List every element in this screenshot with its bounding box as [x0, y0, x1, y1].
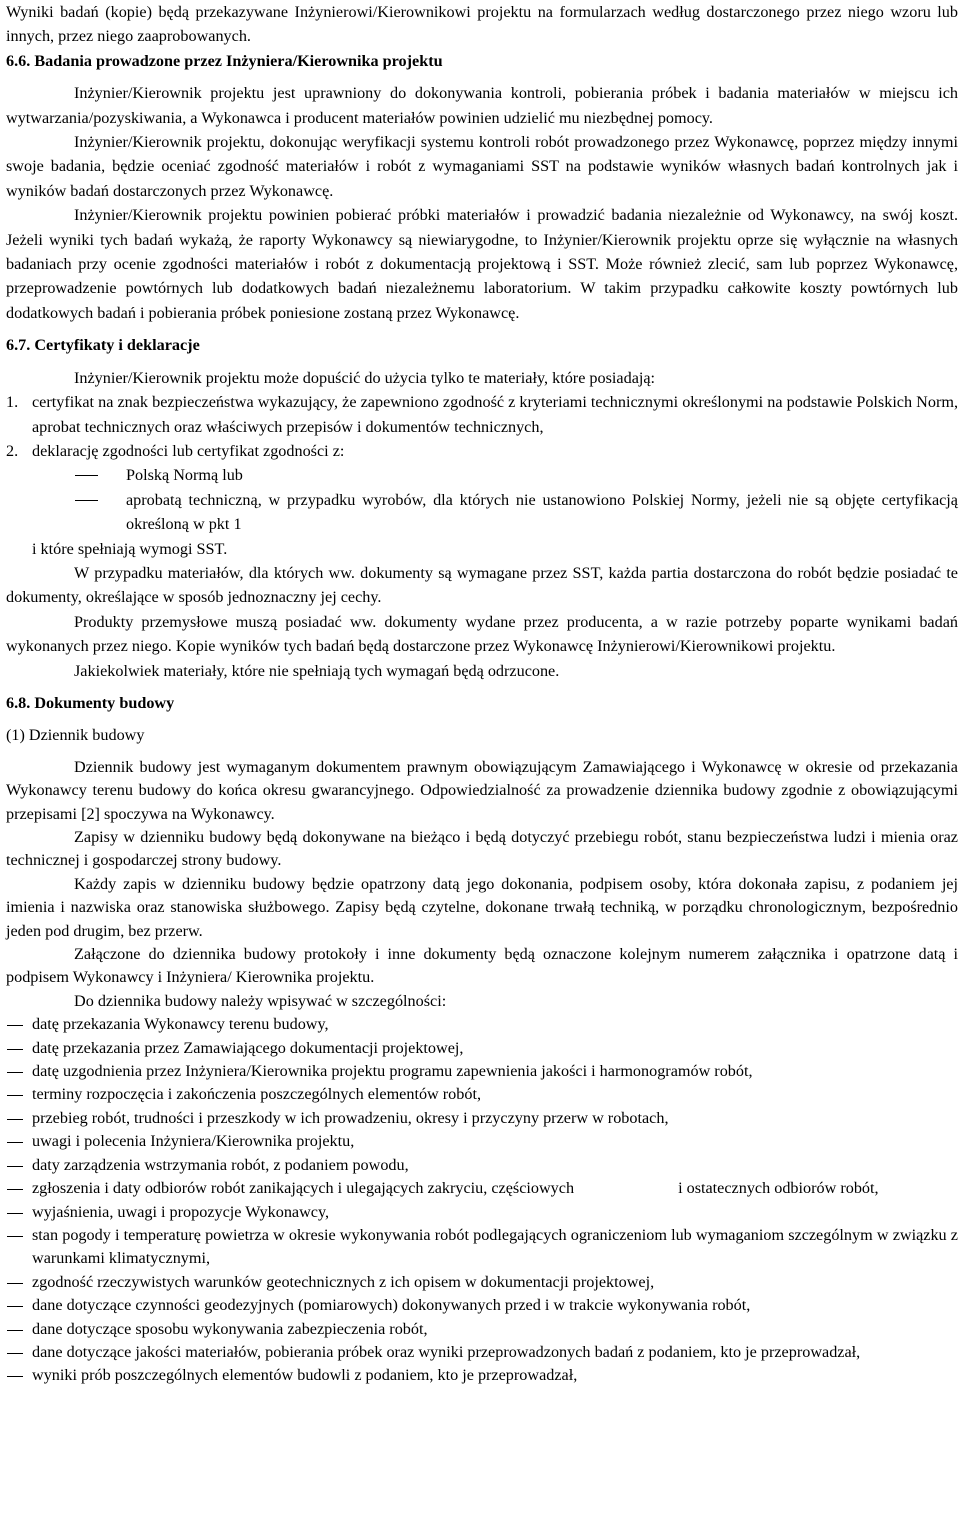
dash-bullet: [6, 1107, 32, 1130]
list-item-text: dane dotyczące czynności geodezyjnych (pomiarowych) dokonywanych przed i w trakcie wykonywania robót,: [32, 1296, 751, 1315]
paragraph: i które spełniają wymogi SST.: [32, 539, 228, 558]
dash-bullet: [6, 1224, 32, 1271]
list-item: [6, 390, 958, 439]
list-item: [6, 1201, 958, 1224]
paragraph: W przypadku materiałów, dla których ww. dokumenty są wymagane przez SST, każda partia dostarczona do robót będzie posiadać te dokumenty, określające w sposób jednoznaczny jej cechy.: [6, 563, 958, 607]
list-item: [6, 1364, 958, 1387]
section-heading-6-6: 6.6. Badania prowadzone przez Inżyniera/Kierownika projektu: [6, 51, 443, 70]
list-item: [75, 488, 958, 537]
list-item: [6, 1341, 958, 1364]
paragraph: Załączone do dziennika budowy protokoły i inne dokumenty będą oznaczone kolejnym numerem załącznika i opatrzone datą i podpisem Wykonawcy i Inżyniera/ Kierownika projektu.: [6, 945, 958, 987]
list-item: [6, 1154, 958, 1177]
list-item: [6, 1037, 958, 1060]
list-item: [6, 1271, 958, 1294]
list-item-text: terminy rozpoczęcia i zakończenia poszczególnych elementów robót,: [32, 1085, 481, 1104]
list-item: [6, 1130, 958, 1153]
dash-bullet: [6, 1177, 32, 1200]
paragraph: Inżynier/Kierownik projektu, dokonując weryfikacji systemu kontroli robót prowadzonego przez Wykonawcę, poprzez między innymi swoje badania, będzie oceniać zgodność materiałów i robót z wymaganiami SST na podstawie wyników własnych badań kontrolnych jak i wyników badań dostarczonych przez Wykonawcę.: [6, 133, 958, 200]
list-item-text: daty zarządzenia wstrzymania robót, z podaniem powodu,: [32, 1155, 409, 1174]
list-item-text: stan pogody i temperaturę powietrza w okresie wykonywania robót podlegających ograniczeniom lub wymaganiom szczególnym w związku z warunkami klimatycznymi,: [32, 1225, 958, 1268]
section-heading-6-7: 6.7. Certyfikaty i deklaracje: [6, 336, 200, 355]
list-item-text: [32, 1177, 958, 1200]
dash-bullet: [6, 1271, 32, 1294]
dash-bullet: [6, 1201, 32, 1224]
dash-bullet: [6, 1083, 32, 1106]
list-item-text: datę przekazania Wykonawcy terenu budowy,: [32, 1015, 329, 1034]
list-number: 1.: [6, 393, 19, 412]
spacer: [6, 683, 958, 691]
dash-bullet: [6, 1037, 32, 1060]
dash-list: [6, 1013, 958, 1388]
list-item: [6, 1060, 958, 1083]
list-item: [6, 1177, 958, 1200]
dziennik-budowy-block: [6, 756, 958, 1388]
document-page: [6, 0, 958, 1388]
list-item-text: Polską Normą lub: [126, 466, 243, 485]
dash-bullet: [6, 1318, 32, 1341]
dash-bullet: [6, 1154, 32, 1177]
dash-bullet: [75, 463, 126, 487]
list-item-text: certyfikat na znak bezpieczeństwa wykazujący, że zapewniono zgodność z kryteriami technicznymi określonymi na podstawie Polskich Norm, aprobat technicznych oraz właściwych przepisów i dokumentów technicznych,: [32, 393, 958, 436]
paragraph: Inżynier/Kierownik projektu powinien pobierać próbki materiałów i prowadzić badania niezależnie od Wykonawcy, na swój koszt. Jeżeli wyniki tych badań wykażą, że raporty Wykonawcy są niewiarygodne, to Inżynier/Kierownik projektu oprze się wyłącznie na własnych badaniach przy ocenie zgodności materiałów i robót z dokumentacją projektową i SST. Może również zlecić, sam lub poprzez Wykonawcę, przeprowadzenie powtórnych lub dodatkowych badań niezależnemu laboratorium. W takim przypadku całkowite koszty powtórnych lub dodatkowych badań i pobierania próbek poniesione zostaną przez Wykonawcę.: [6, 206, 958, 322]
spacer: [6, 325, 958, 333]
paragraph: Wyniki badań (kopie) będą przekazywane Inżynierowi/Kierownikowi projektu na formularzach według dostarczonego przez niego wzoru lub innych, przez niego zaaprobowanych.: [6, 3, 958, 46]
list-item: [6, 1107, 958, 1130]
list-item: [75, 463, 958, 487]
list-item: [6, 1013, 958, 1036]
dash-bullet: [6, 1364, 32, 1387]
list-number: 2.: [6, 441, 19, 460]
numbered-list: [6, 390, 958, 463]
list-item: [6, 1083, 958, 1106]
paragraph: Do dziennika budowy należy wpisywać w szczególności:: [74, 991, 447, 1010]
spacer: [6, 358, 958, 366]
list-item: [6, 1318, 958, 1341]
list-item-text: uwagi i polecenia Inżyniera/Kierownika projektu,: [32, 1132, 355, 1151]
list-item-text: deklarację zgodności lub certyfikat zgodności z:: [32, 441, 345, 460]
list-item-text-part: i ostatecznych odbiorów robót,: [678, 1179, 879, 1198]
dash-bullet: [6, 1130, 32, 1153]
list-item-text: przebieg robót, trudności i przeszkody w ich prowadzeniu, okresy i przyczyny przerw w robotach,: [32, 1108, 669, 1127]
paragraph: Każdy zapis w dzienniku budowy będzie opatrzony datą jego dokonania, podpisem osoby, która dokonała zapisu, z podaniem jej imienia i nazwiska oraz stanowiska służbowego. Zapisy będą czytelne, dokonane trwałą techniką, w porządku chronologicznym, bezpośrednio jeden pod drugim, bez przerw.: [6, 874, 958, 940]
paragraph: Produkty przemysłowe muszą posiadać ww. dokumenty wydane przez producenta, a w razie potrzeby poparte wynikami badań wykonanych przez niego. Kopie wyników tych badań będą dostarczone przez Wykonawcę Inżynierowi/Kierownikowi projektu.: [6, 612, 958, 656]
list-item-text: dane dotyczące sposobu wykonywania zabezpieczenia robót,: [32, 1319, 428, 1338]
dash-bullet: [6, 1294, 32, 1317]
paragraph: Inżynier/Kierownik projektu jest uprawniony do dokonywania kontroli, pobierania próbek i badania materiałów w miejscu ich wytwarzania/pozyskiwania, a Wykonawca i producent materiałów powinien udzielić mu niezbędnej pomocy.: [6, 84, 958, 127]
dash-bullet: [6, 1341, 32, 1364]
list-item-text: aprobatą techniczną, w przypadku wyrobów, dla których nie ustanowiono Polskiej Normy, jeżeli nie są objęte certyfikacją określoną w pkt 1: [126, 490, 958, 534]
list-item-text-part: zgłoszenia i daty odbiorów robót zanikających i ulegających zakryciu, częściowych: [32, 1179, 575, 1198]
paragraph: Inżynier/Kierownik projektu może dopuścić do użycia tylko te materiały, które posiadają:: [74, 368, 656, 387]
spacer: [6, 748, 958, 756]
list-item: [6, 1294, 958, 1317]
spacer: [6, 73, 958, 81]
paragraph: Dziennik budowy jest wymaganym dokumentem prawnym obowiązującym Zamawiającego i Wykonawcę w okresie od przekazania Wykonawcy terenu budowy do końca okresu gwarancyjnego. Odpowiedzialność za prowadzenie dziennika budowy zgodnie z obowiązującymi przepisami [2] spoczywa na Wykonawcy.: [6, 757, 958, 823]
dash-bullet: [6, 1013, 32, 1036]
paragraph: Jakiekolwiek materiały, które nie spełniają tych wymagań będą odrzucone.: [74, 661, 560, 680]
list-item-text: datę uzgodnienia przez Inżyniera/Kierownika projektu programu zapewnienia jakości i harmonogramów robót,: [32, 1062, 753, 1081]
dash-bullet: [75, 488, 126, 537]
list-item-text: datę przekazania przez Zamawiającego dokumentacji projektowej,: [32, 1038, 464, 1057]
list-item: [6, 439, 958, 463]
section-heading-6-8: 6.8. Dokumenty budowy: [6, 693, 175, 712]
dash-bullet: [6, 1060, 32, 1083]
spacer: [6, 715, 958, 723]
list-item-text: wyniki prób poszczególnych elementów budowli z podaniem, kto je przeprowadzał,: [32, 1366, 578, 1385]
dash-sublist: [75, 463, 958, 536]
paragraph: Zapisy w dzienniku budowy będą dokonywane na bieżąco i będą dotyczyć przebiegu robót, stanu bezpieczeństwa ludzi i mienia oraz technicznej i gospodarczej strony budowy.: [6, 828, 958, 870]
list-item-text: wyjaśnienia, uwagi i propozycje Wykonawcy,: [32, 1202, 330, 1221]
list-item-text: zgodność rzeczywistych warunków geotechnicznych z ich opisem w dokumentacji projektowej,: [32, 1272, 655, 1291]
list-item: [6, 1224, 958, 1271]
list-item-text: dane dotyczące jakości materiałów, pobierania próbek oraz wyniki przeprowadzonych badań z podaniem, kto je przeprowadzał,: [32, 1342, 861, 1361]
subsection-heading: (1) Dziennik budowy: [6, 726, 145, 745]
